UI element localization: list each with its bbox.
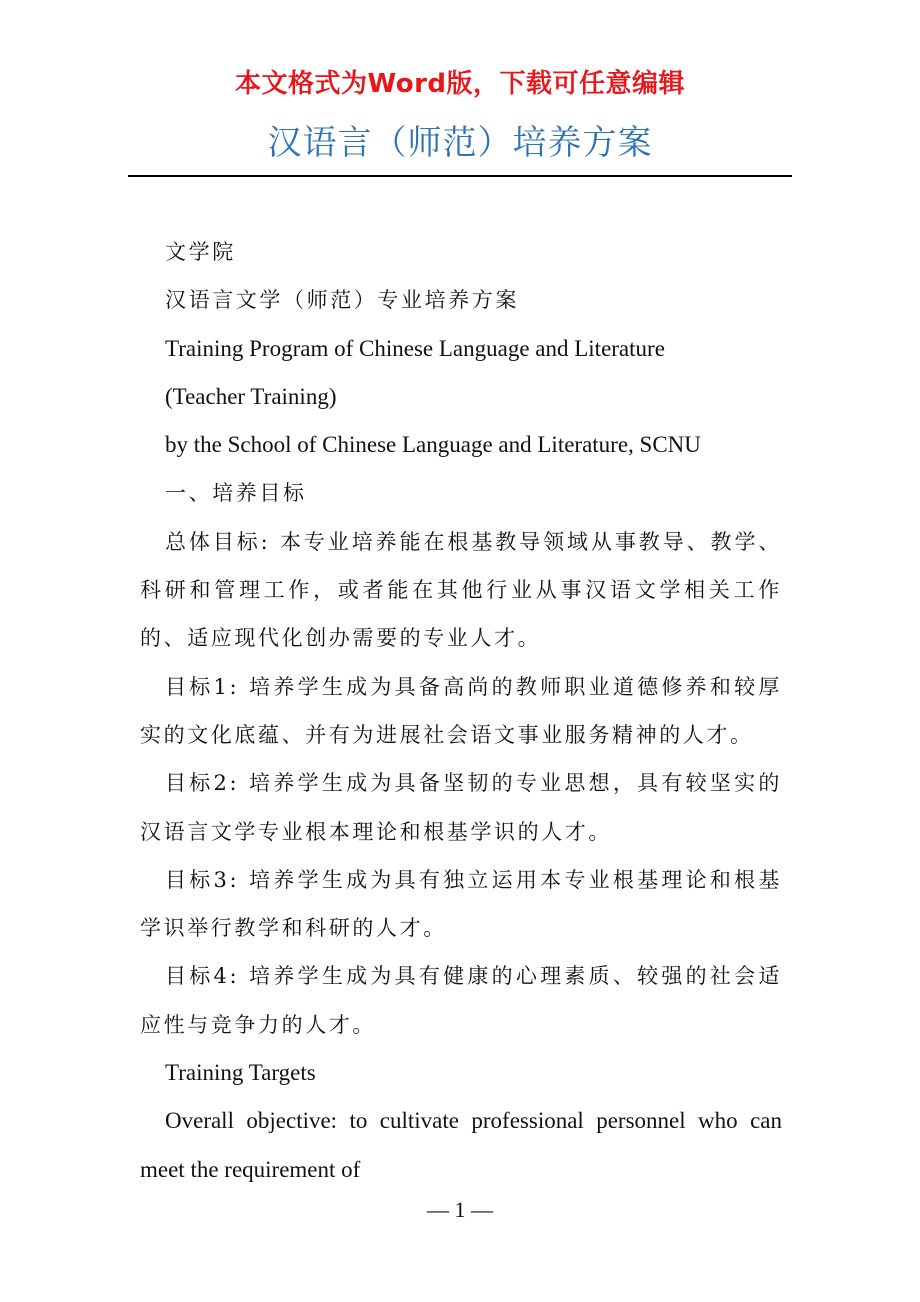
overall-objective-paragraph: 总体目标: 本专业培养能在根基教导领域从事教导、教学、科研和管理工作，或者能在其他行业从事汉语文学相关工作的、适应现代化创办需要的专业人才。 xyxy=(140,529,782,651)
college-name: 文学院 xyxy=(165,240,236,264)
program-title-cn: 汉语言文学（师范）专业培养方案 xyxy=(165,288,519,313)
section-heading-training-objectives: 一、培养目标 xyxy=(165,481,307,506)
overall-objective-en-paragraph: Overall objective: to cultivate professional personnel who can meet the requirement of xyxy=(140,1108,782,1182)
title-divider xyxy=(128,175,792,177)
target-4-paragraph: 目标4: 培养学生成为具有健康的心理素质、较强的社会适应性与竞争力的人才。 xyxy=(140,964,782,1037)
training-targets-heading: Training Targets xyxy=(165,1060,316,1086)
program-title-en-line2: (Teacher Training) xyxy=(165,383,337,409)
target-2-paragraph: 目标2: 培养学生成为具备坚韧的专业思想，具有较坚实的汉语言文学专业根本理论和根基学识的人才。 xyxy=(140,771,782,844)
document-title: 汉语言（师范）培养方案 xyxy=(267,123,653,163)
program-title-en-line1: Training Program of Chinese Language and Literature xyxy=(165,335,665,361)
program-title-en-line3: by the School of Chinese Language and Literature, SCNU xyxy=(165,432,701,458)
page-number: — 1 — xyxy=(427,1197,493,1222)
document-body xyxy=(140,228,782,1194)
download-banner: 本文格式为Word版，下载可任意编辑 xyxy=(234,69,686,99)
target-3-paragraph: 目标3: 培养学生成为具有独立运用本专业根基理论和根基学识举行教学和科研的人才。 xyxy=(140,867,782,941)
target-1-paragraph: 目标1: 培养学生成为具备高尚的教师职业道德修养和较厚实的文化底蕴、并有为进展社会语文事业服务精神的人才。 xyxy=(140,674,782,747)
